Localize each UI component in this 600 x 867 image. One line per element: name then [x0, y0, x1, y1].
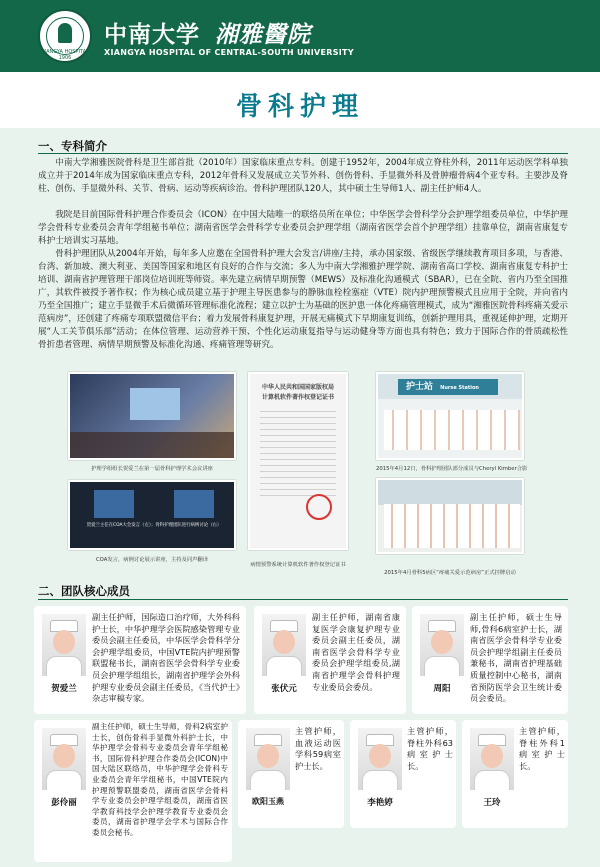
- certificate-seal-icon: [306, 494, 332, 520]
- member-name: 李艳婷: [367, 798, 393, 808]
- member-photo: [358, 728, 402, 790]
- member-card: [412, 606, 568, 714]
- photo-group-caption: 2015年4月12日，骨科护理团队部分成员与Cheryl Kimber合影: [376, 466, 528, 472]
- photo-conference: [68, 480, 236, 550]
- conference-screen-left: [94, 490, 134, 518]
- member-photo: [262, 614, 306, 676]
- hospital-name-univ: 中南大学: [104, 21, 200, 48]
- hospital-header: [0, 0, 600, 72]
- audience: [70, 432, 236, 460]
- member-bio: 副主任护师，国际造口治疗师，大外科科护士长，中华护理学会医院感染管理专业委员会副主任委员，中华医学会骨科学分会护理学组委员，中国VTE院内护理预警联盟秘书长，湖南省医学会骨科学专业委员会护理学组组长，湖南省护理学会外科护理专业委员会副主任委员，《当代护士》杂志审稿专家。: [92, 612, 240, 704]
- photo-lecture-caption: 护理学组组长贺爱兰在第一届骨科护理学术会议讲座: [91, 466, 213, 472]
- logo-text: XIANGYA HOSPITAL 1906: [41, 49, 89, 61]
- face: [481, 744, 503, 768]
- member-card: [34, 606, 246, 714]
- ceremony-people: [384, 504, 520, 548]
- member-card: [238, 720, 344, 828]
- uniform: [46, 656, 82, 676]
- member-bio: 副主任护师，硕士生导师,骨科6病室护士长，湖南省医学会骨科学专业委员会护理学组副主任委员兼秘书，湖南省护理基础质量控制中心秘书，湖南省预防医学会卫生统计委员会委员。: [470, 612, 562, 704]
- member-bio: 主管护师，脊柱外科1病室护士长。: [519, 726, 565, 771]
- photo-group-nurse-station: [376, 372, 524, 460]
- member-name: 周阳: [433, 684, 451, 694]
- member-bio: 副主任护师，硕士生导师，骨科2病室护士长，创伤骨科手显微外科护士长，中华护理学会骨科专业委员会青年学组秘书，国际骨科护理合作委员会(ICON)中国大陆区联络员，中华护理学会骨科专业委员会青年学组秘书，中国VTE院内护理预警联盟委员，湖南省医学会骨科学专业委员会护理学组委员，湖南省医学教育科技学会护理学教育专业委员会委员，湖南省护理学会学术与国际合作委员会秘书。: [92, 722, 228, 837]
- member-photo: [470, 728, 514, 790]
- face: [257, 744, 279, 768]
- member-name: 张伏元: [271, 684, 297, 694]
- member-bio: 主管护师，脊柱外科63病室护士长。: [407, 726, 453, 771]
- uniform: [266, 656, 302, 676]
- photo-ward-caption: 2015年4月骨科5病区“疼痛关爱示范病房”正式挂牌启动: [384, 570, 516, 576]
- page-title: 骨科护理: [235, 92, 364, 122]
- face: [431, 630, 453, 654]
- certificate-lines: [260, 406, 336, 496]
- intro-paragraph-3: 骨科护理团队从2004年开始，每年多人应邀在全国骨科护理大会发言/讲座/主持，承办国家级、省级医学继续教育项目多项，与香港、台湾、新加坡、澳大利亚、美国等国家和地区有良好的合作与交流；多人为中南大学湘雅护理学院、湖南省高口学校、湖南省康复专科护士培训、湖南省护理管理干部岗位培训班等师资。率先建立病情早期预警（MEWS）及标准化沟通模式（SBAR），已在全院、省内乃至全国推广，其软件被授予著作权；作为核心成员建立基于护理主导医患参与的静脉血栓栓塞症（VTE）院内护理预警模式且应用于全院，并向省内乃至全国推广；建立手显微手术后微循环管理标准化流程；建立以护士为基础的医护患一体化疼痛管理模式，成为“湘雅医院骨科疼痛关爱示范病房”，还创建了疼痛专项联盟微信平台；着力发展骨科康复护理，开展无痛模式下早期康复训练，创新护理用具，重视延伸护理，定期开展“人工关节俱乐部”活动；在体位管理、运动营养干预、个性化运动康复指导与运动健身等方面也具有特色；致力于国际合作的骨质疏松性骨折患者管理、病情早期预警及标准化沟通、疼痛管理等研究。: [38, 249, 568, 350]
- photo-ward-ceremony: [376, 478, 524, 554]
- section2-heading: 二、团队核心成员: [38, 584, 130, 598]
- member-name: 彭伶丽: [51, 798, 77, 808]
- member-card: [34, 720, 232, 862]
- section1-heading: 一、专科简介: [38, 139, 107, 153]
- hospital-name-calligraphy: 湘雅醫院: [215, 21, 312, 48]
- member-card: [462, 720, 568, 828]
- logo-emblem-icon: [58, 23, 72, 43]
- uniform: [250, 770, 286, 790]
- face: [369, 744, 391, 768]
- section1-rule: [38, 153, 568, 154]
- member-photo: [42, 614, 86, 676]
- member-name: 欧阳玉燕: [252, 797, 284, 806]
- member-photo: [246, 728, 290, 790]
- photo-certificate-caption: 病情预警系统计算机软件著作权登记证书: [250, 562, 346, 568]
- face: [53, 744, 75, 768]
- nurse-station-sign: [398, 379, 498, 395]
- member-bio: 副主任护师，湖南省康复医学会康复护理专业委员会副主任委员，湖南省医学会骨科学专业委员会护理学组委员,湖南省护理学会骨科护理专业委员会委员。: [312, 612, 400, 692]
- hospital-logo: [38, 9, 92, 63]
- uniform: [46, 770, 82, 790]
- member-photo: [42, 728, 86, 790]
- member-card: [350, 720, 456, 828]
- uniform: [474, 770, 510, 790]
- face: [53, 630, 75, 654]
- photo-conference-caption: COA发言，病例讨论展示讲座，主持及同声翻译: [95, 557, 209, 563]
- conference-screen-right: [174, 490, 214, 518]
- member-card: [254, 606, 406, 714]
- member-bio: 主管护师，血液运动医学科59病室护士长。: [295, 726, 341, 771]
- intro-paragraph-2: 我院是目前国际骨科护理合作委员会（ICON）在中国大陆唯一的联络员所在单位；中华医学会骨科学分会护理学组委员单位，中华护理学会骨科专业委员会青年学组秘书单位；湖南省医学会骨科学专业委员会护理学组（湖南省医学会首个护理学组）挂靠单位，湖南省康复专科护士培训实习基地。: [38, 210, 568, 246]
- face: [273, 630, 295, 654]
- conference-inner-caption: 贺爱兰主任在COA大会发言（左）；骨科护理团队进行病例讨论（右）: [86, 523, 222, 528]
- member-name: 贺爱兰: [51, 684, 77, 694]
- uniform: [424, 656, 460, 676]
- section2-rule: [38, 599, 568, 600]
- photo-lecture: [68, 372, 236, 460]
- certificate-subtitle: 计算机软件著作权登记证书: [261, 394, 334, 401]
- intro-paragraph-1: 中南大学湘雅医院骨科是卫生部首批（2010年）国家临床重点专科。创建于1952年，2004年成立脊柱外科，2011年运动医学科单独成立并于2014年成为国家临床重点专科，2012年骨科又发展成立关节外科、创伤骨科、手显微外科及骨肿瘤骨病4个亚专科。主要涉及脊柱、创伤、手显微外科、关节、骨病、运动等疾病诊治。骨科护理团队120人，其中硕士生导师1人、副主任护师4人。: [38, 158, 568, 194]
- hospital-name-en: XIANGYA HOSPITAL OF CENTRAL-SOUTH UNIVERSITY: [104, 48, 354, 57]
- nurse-station-label-en: Nurse Station: [440, 385, 479, 391]
- member-name: 王玲: [483, 798, 501, 808]
- nurse-station-label: 护士站: [406, 382, 434, 392]
- certificate-title: 中华人民共和国国家版权局: [261, 384, 334, 391]
- hospital-name-cn: [104, 16, 311, 49]
- photo-certificate: [248, 372, 348, 550]
- group-people: [384, 410, 520, 450]
- uniform: [362, 770, 398, 790]
- lecture-screen: [130, 388, 180, 420]
- member-photo: [420, 614, 464, 676]
